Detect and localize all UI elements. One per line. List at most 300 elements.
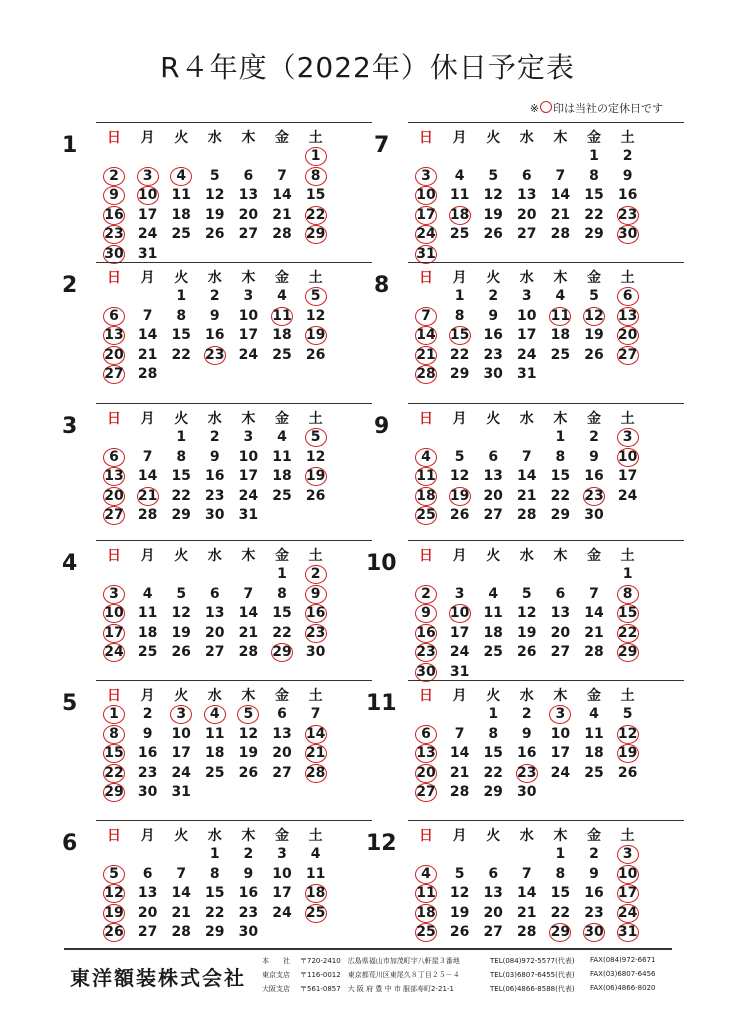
day-number: 20 [517, 206, 537, 223]
legend-note [530, 100, 663, 116]
day-number: 21 [449, 764, 470, 781]
day-number: 8 [555, 448, 566, 465]
day-cell [130, 307, 166, 325]
day-cell [230, 764, 266, 782]
week-row [408, 783, 684, 801]
day-cell [230, 643, 266, 661]
week-row [408, 565, 684, 583]
day-cell [130, 326, 166, 344]
day-cell [475, 725, 511, 743]
day-cell [542, 487, 578, 505]
weekday-label: 月 [452, 130, 467, 146]
weekday-label: 土 [620, 548, 635, 564]
week-row [408, 865, 684, 883]
day-number: 9 [488, 307, 499, 324]
day-number: 17 [550, 745, 571, 761]
day-cell [197, 604, 233, 622]
day-cell [542, 865, 578, 883]
holiday-mark: 23 [416, 644, 436, 660]
week-row [96, 167, 372, 185]
holiday-mark: 24 [416, 226, 436, 242]
day-number: 11 [137, 605, 158, 621]
holiday-mark: 17 [104, 624, 124, 641]
holiday-mark: 20 [416, 764, 436, 781]
day-number: 28 [137, 507, 158, 523]
day-cell [610, 448, 646, 466]
weekday-label: 金 [587, 270, 601, 286]
day-cell [610, 428, 646, 446]
day-number: 10 [171, 725, 191, 742]
day-cell [298, 744, 334, 762]
day-cell [298, 764, 334, 782]
holiday-mark: 8 [617, 585, 639, 604]
holiday-mark: 18 [305, 885, 326, 901]
day-number: 2 [521, 706, 532, 722]
day-number: 6 [488, 448, 499, 465]
office-tel: TEL(06)4866-8588(代表) [490, 985, 575, 993]
day-number: 6 [488, 865, 499, 882]
day-number: 1 [209, 846, 220, 862]
day-number: 7 [555, 167, 566, 184]
holiday-mark: 11 [416, 885, 436, 901]
day-cell [408, 764, 444, 782]
day-cell [442, 725, 478, 743]
day-cell [264, 565, 300, 583]
day-number: 16 [584, 885, 604, 901]
day-cell [230, 167, 266, 185]
day-number: 5 [209, 167, 220, 184]
day-cell [264, 585, 300, 603]
day-cell [542, 326, 578, 344]
day-cell [542, 643, 578, 661]
day-cell [408, 923, 444, 941]
weekday-label: 木 [241, 688, 256, 704]
weekday-label: 土 [308, 688, 323, 704]
day-cell [264, 624, 300, 642]
day-number: 20 [238, 206, 259, 223]
day-number: 21 [238, 624, 259, 641]
day-number: 2 [142, 706, 153, 722]
day-number: 6 [277, 706, 287, 722]
day-cell [442, 206, 478, 224]
day-cell [475, 365, 511, 383]
weekday-label: 木 [553, 688, 568, 704]
day-cell [576, 307, 612, 325]
week-row [408, 206, 684, 224]
day-cell [130, 346, 166, 364]
day-number: 2 [209, 288, 220, 304]
day-number: 11 [272, 448, 292, 465]
day-cell [475, 764, 511, 782]
day-cell [576, 585, 612, 603]
day-number: 5 [488, 167, 499, 184]
weekday-label: 金 [275, 411, 289, 427]
day-number: 25 [449, 226, 470, 242]
day-number: 18 [584, 745, 604, 761]
month-number: 10 [366, 551, 397, 576]
day-number: 10 [238, 307, 259, 324]
office-name: 東京支店 [262, 971, 290, 979]
holiday-mark: 3 [617, 428, 639, 447]
day-number: 29 [449, 366, 470, 382]
day-number: 26 [238, 764, 259, 781]
month-number: 7 [374, 133, 390, 158]
day-cell [442, 624, 478, 642]
day-number: 29 [550, 507, 571, 523]
day-cell [230, 744, 266, 762]
day-cell [576, 643, 612, 661]
day-cell [130, 206, 166, 224]
day-cell [197, 225, 233, 243]
day-cell [96, 783, 132, 801]
holiday-mark: 3 [617, 845, 639, 864]
day-number: 12 [517, 605, 537, 621]
holiday-mark: 25 [305, 904, 326, 921]
day-cell [230, 904, 266, 922]
weekday-label: 金 [275, 130, 289, 146]
holiday-mark: 12 [584, 307, 604, 324]
day-number: 17 [238, 468, 259, 484]
day-cell [163, 448, 199, 466]
day-cell [408, 186, 444, 204]
day-number: 22 [171, 346, 191, 363]
day-cell [197, 923, 233, 941]
week-row [96, 326, 372, 344]
day-cell [96, 884, 132, 902]
holiday-mark: 22 [617, 624, 638, 641]
day-number: 28 [449, 784, 470, 800]
day-number: 26 [483, 226, 503, 242]
day-cell [96, 448, 132, 466]
day-number: 13 [483, 885, 503, 901]
day-number: 6 [521, 167, 532, 184]
day-cell [542, 725, 578, 743]
day-number: 26 [305, 346, 326, 363]
day-number: 9 [622, 167, 633, 184]
day-number: 1 [488, 706, 499, 722]
day-number: 30 [238, 924, 259, 940]
day-cell [610, 167, 646, 185]
day-number: 23 [238, 904, 259, 921]
holiday-mark: 31 [416, 245, 436, 262]
day-cell [576, 744, 612, 762]
day-cell [408, 604, 444, 622]
day-cell [408, 467, 444, 485]
day-number: 25 [272, 487, 292, 504]
day-cell [264, 604, 300, 622]
day-cell [163, 884, 199, 902]
week-row [96, 624, 372, 642]
day-cell [163, 506, 199, 524]
month-number: 3 [62, 414, 78, 439]
office-fax: FAX(06)4866-8020 [590, 984, 656, 992]
week-row [96, 604, 372, 622]
week-row [96, 206, 372, 224]
week-row [96, 884, 372, 902]
day-number: 15 [584, 187, 604, 203]
day-cell [509, 307, 545, 325]
day-cell [542, 604, 578, 622]
day-number: 7 [142, 448, 153, 465]
day-cell [408, 624, 444, 642]
day-number: 16 [137, 745, 158, 761]
day-number: 17 [238, 327, 259, 343]
office-name: 本 社 [262, 957, 290, 965]
day-cell [475, 604, 511, 622]
day-number: 5 [454, 865, 465, 882]
day-number: 14 [137, 468, 158, 484]
day-number: 9 [243, 865, 254, 882]
day-number: 16 [517, 745, 537, 761]
day-cell [197, 428, 233, 446]
day-number: 26 [517, 644, 537, 660]
day-cell [442, 467, 478, 485]
day-number: 21 [517, 487, 537, 504]
weekday-label: 水 [519, 828, 534, 844]
day-cell [610, 744, 646, 762]
day-cell [230, 865, 266, 883]
day-cell [163, 346, 199, 364]
day-cell [542, 923, 578, 941]
day-cell [197, 506, 233, 524]
holiday-mark: 23 [517, 764, 537, 781]
day-cell [442, 764, 478, 782]
company-name: 東洋額装株式会社 [70, 966, 246, 990]
day-cell [298, 467, 334, 485]
day-cell [197, 725, 233, 743]
day-number: 6 [142, 865, 153, 882]
day-number: 1 [176, 288, 187, 304]
holiday-mark: 4 [204, 705, 226, 724]
day-cell [509, 884, 545, 902]
day-cell [264, 725, 300, 743]
day-number: 8 [488, 725, 499, 742]
holiday-mark: 9 [415, 604, 437, 623]
month-6 [62, 820, 372, 963]
weekday-label: 火 [174, 130, 189, 146]
day-cell [298, 167, 334, 185]
holiday-mark: 21 [416, 346, 436, 363]
day-cell [163, 865, 199, 883]
day-cell [509, 225, 545, 243]
day-cell [542, 287, 578, 305]
day-number: 31 [171, 784, 191, 800]
day-number: 14 [517, 468, 537, 484]
day-cell [408, 744, 444, 762]
holiday-mark: 24 [617, 904, 638, 921]
day-number: 3 [277, 846, 287, 862]
day-cell [96, 865, 132, 883]
day-cell [442, 365, 478, 383]
day-cell [163, 206, 199, 224]
day-number: 3 [243, 429, 254, 445]
day-number: 14 [584, 605, 604, 621]
day-cell [610, 624, 646, 642]
weekday-label: 水 [207, 828, 222, 844]
day-cell [230, 845, 266, 863]
day-number: 31 [517, 366, 537, 382]
day-cell [610, 585, 646, 603]
day-cell [130, 186, 166, 204]
day-cell [442, 167, 478, 185]
day-cell [197, 585, 233, 603]
day-cell [475, 585, 511, 603]
day-number: 8 [209, 865, 220, 882]
day-number: 2 [589, 429, 599, 445]
day-number: 12 [449, 468, 470, 484]
day-cell [576, 346, 612, 364]
day-number: 20 [272, 745, 292, 761]
day-cell [408, 167, 444, 185]
day-cell [610, 884, 646, 902]
holiday-mark: 16 [305, 605, 326, 621]
day-number: 5 [622, 706, 633, 722]
day-cell [408, 307, 444, 325]
day-cell [542, 225, 578, 243]
day-cell [576, 448, 612, 466]
day-number: 28 [517, 924, 537, 940]
day-cell [130, 365, 166, 383]
day-cell [197, 206, 233, 224]
day-cell [509, 744, 545, 762]
holiday-mark: 9 [305, 585, 327, 604]
day-cell [96, 604, 132, 622]
day-number: 17 [517, 327, 537, 343]
day-number: 20 [205, 624, 225, 641]
weekday-label: 月 [140, 411, 155, 427]
footer-divider [64, 948, 672, 950]
day-number: 12 [483, 187, 503, 203]
day-number: 4 [589, 706, 599, 722]
day-cell [475, 186, 511, 204]
day-number: 26 [449, 924, 470, 940]
holiday-mark: 5 [237, 705, 259, 724]
week-row [96, 346, 372, 364]
day-number: 23 [205, 487, 225, 504]
day-number: 14 [137, 327, 158, 343]
weekday-label: 日 [419, 130, 433, 146]
day-number: 2 [243, 846, 254, 862]
holiday-mark: 1 [103, 705, 125, 724]
holiday-mark: 5 [103, 865, 125, 884]
month-number: 8 [374, 273, 390, 298]
day-number: 3 [521, 288, 532, 304]
holiday-mark: 20 [617, 327, 638, 343]
weekday-header [96, 547, 372, 565]
note-text: 印は当社の定休日です [553, 102, 663, 115]
day-number: 31 [449, 663, 470, 680]
day-number: 28 [137, 366, 158, 382]
weekday-label: 日 [419, 688, 433, 704]
day-cell [408, 487, 444, 505]
day-number: 21 [137, 346, 158, 363]
month-number: 11 [366, 691, 397, 716]
day-number: 9 [209, 307, 220, 324]
day-cell [576, 147, 612, 165]
weekday-label: 木 [241, 411, 256, 427]
holiday-mark: 19 [617, 745, 638, 761]
holiday-mark: 13 [416, 745, 436, 761]
day-cell [298, 845, 334, 863]
day-cell [475, 643, 511, 661]
day-cell [96, 764, 132, 782]
weekday-label: 火 [486, 270, 501, 286]
holiday-mark: 9 [103, 186, 125, 205]
week-row [96, 307, 372, 325]
day-cell [475, 783, 511, 801]
day-number: 18 [205, 745, 225, 761]
day-cell [96, 167, 132, 185]
holiday-mark: 3 [103, 585, 125, 604]
holiday-mark: 4 [415, 865, 437, 884]
holiday-mark: 24 [104, 644, 124, 660]
day-number: 23 [584, 904, 604, 921]
holiday-mark: 6 [103, 448, 125, 467]
day-cell [230, 604, 266, 622]
week-row [408, 845, 684, 863]
weekday-label: 火 [174, 548, 189, 564]
day-cell [610, 764, 646, 782]
weekday-label: 水 [519, 548, 534, 564]
day-cell [298, 725, 334, 743]
holiday-mark: 27 [617, 346, 638, 363]
day-cell [576, 467, 612, 485]
day-cell [197, 904, 233, 922]
day-cell [230, 307, 266, 325]
day-cell [610, 346, 646, 364]
day-number: 1 [622, 566, 633, 582]
month-4 [62, 540, 372, 683]
day-number: 7 [277, 167, 287, 184]
holiday-mark: 25 [416, 507, 436, 523]
day-cell [96, 506, 132, 524]
holiday-mark: 27 [104, 366, 124, 382]
day-number: 1 [589, 148, 599, 164]
day-number: 25 [205, 764, 225, 781]
day-number: 28 [171, 924, 191, 940]
week-row [408, 764, 684, 782]
month-9 [374, 403, 684, 546]
day-number: 24 [238, 346, 259, 363]
weekday-label: 日 [419, 411, 433, 427]
week-row [408, 307, 684, 325]
day-number: 22 [584, 206, 604, 223]
week-row [96, 565, 372, 583]
day-number: 27 [137, 924, 158, 940]
day-cell [442, 346, 478, 364]
day-number: 10 [517, 307, 537, 324]
day-number: 18 [272, 327, 292, 343]
day-cell [408, 725, 444, 743]
day-number: 18 [483, 624, 503, 641]
day-number: 29 [483, 784, 503, 800]
holiday-mark: 3 [170, 705, 192, 724]
day-number: 4 [277, 429, 287, 445]
day-number: 1 [454, 288, 465, 304]
holiday-mark: 17 [617, 885, 638, 901]
day-cell [408, 884, 444, 902]
holiday-mark: 8 [305, 167, 327, 186]
day-cell [576, 725, 612, 743]
day-number: 28 [550, 226, 571, 242]
weekday-label: 木 [241, 548, 256, 564]
office-fax: FAX(03)6807-6456 [590, 970, 656, 978]
weekday-label: 金 [587, 411, 601, 427]
day-number: 29 [584, 226, 604, 242]
day-cell [442, 865, 478, 883]
day-cell [576, 904, 612, 922]
day-cell [509, 346, 545, 364]
